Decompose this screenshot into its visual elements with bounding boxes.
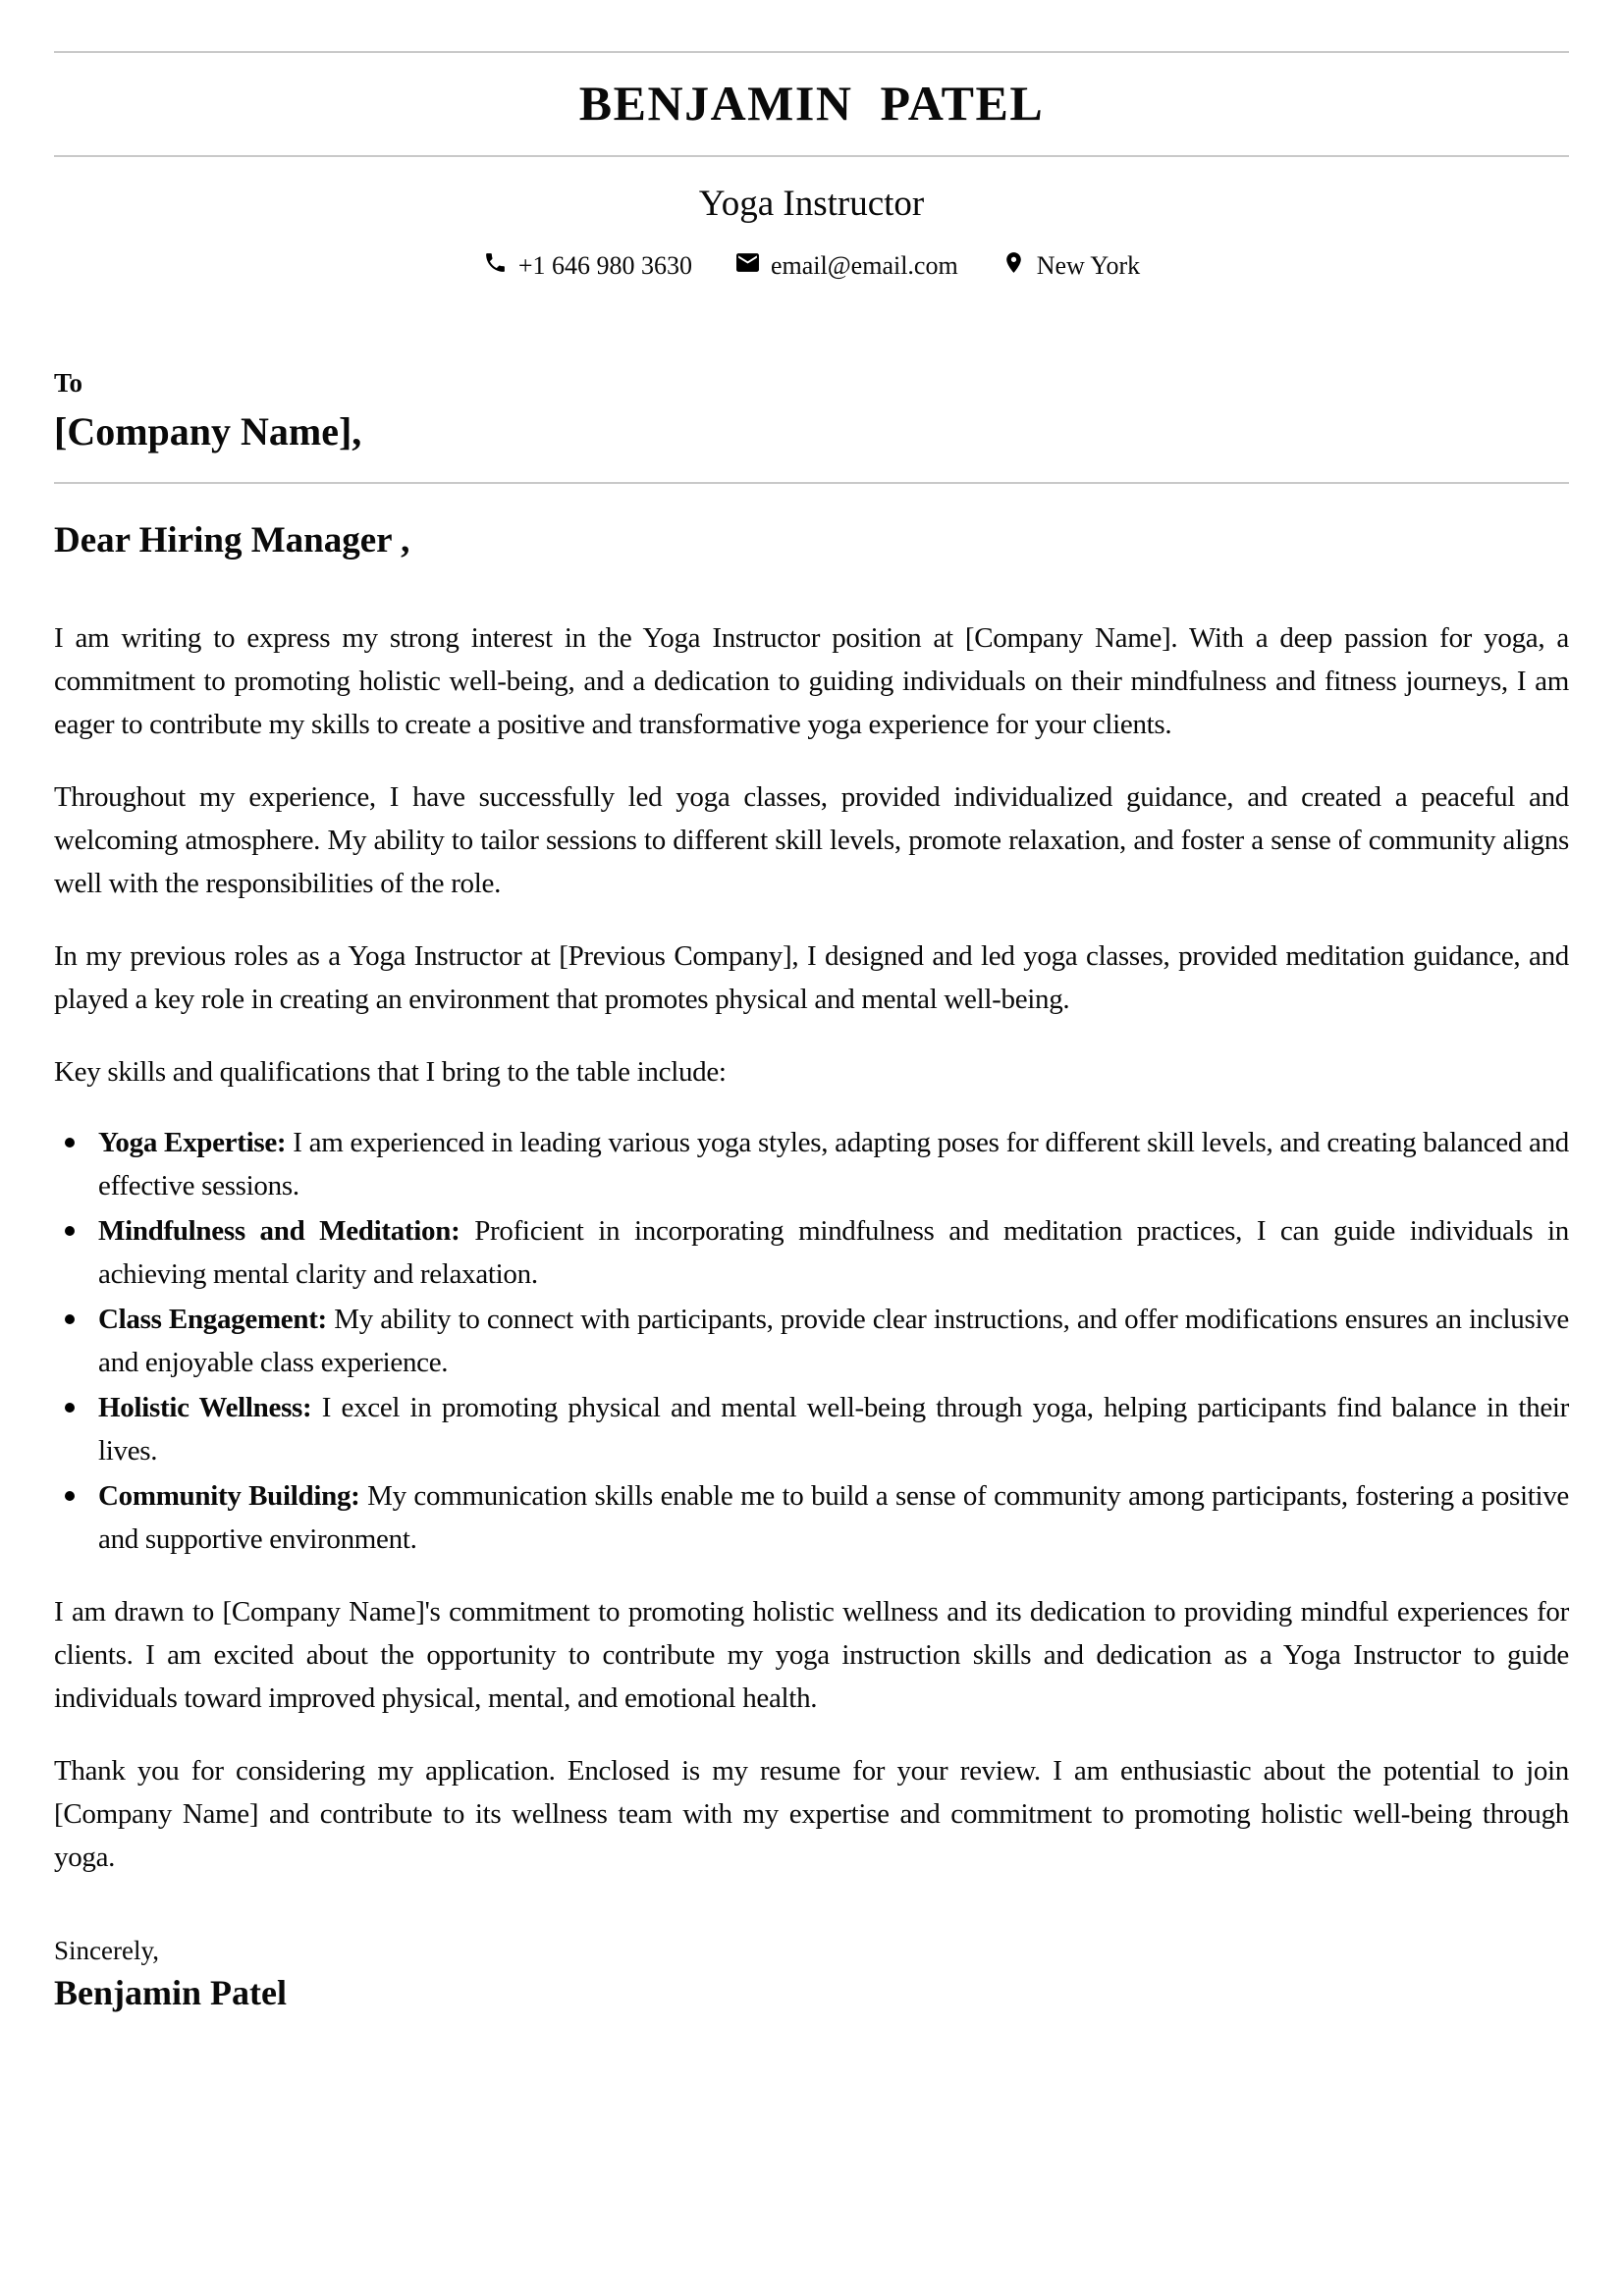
location-text: New York [1036,251,1141,280]
paragraph-thank-you: Thank you for considering my application. Enclosed is my resume for your review. I am enthusiastic about the potential to join [Company Name] and contribute to its wellness team with my expertise and commitment to promoting holistic well-being through yoga. [54,1755,1569,1873]
skill-title: Class Engagement: [98,1304,327,1335]
paragraph-previous-roles: In my previous roles as a Yoga Instructor at [Previous Company], I designed and led yoga classes, provided meditation guidance, and played a key role in creating an environment that promotes physical and mental well-being. [54,940,1569,1015]
skill-text: My ability to connect with participants, provide clear instructions, and offer modifications ensures an inclusive and enjoyable class experience. [98,1304,1569,1378]
job-title: Yoga Instructor [698,184,925,224]
bullet-icon [65,1314,75,1324]
candidate-name-heading: BENJAMIN PATEL [578,76,1045,131]
bullet-icon [65,1491,75,1501]
skill-item [98,1474,1569,1561]
skill-text: My communication skills enable me to build a sense of community among participants, fostering a positive and supportive environment. [98,1480,1569,1555]
contact-row [54,250,1569,282]
email-address: email@email.com [770,251,958,280]
skill-title: Yoga Expertise: [98,1127,287,1158]
letter-body [54,616,1569,1879]
cover-letter-page [0,51,1623,2296]
recipient-to-label: To [54,368,83,398]
paragraph-experience: Throughout my experience, I have successfully led yoga classes, provided individualized guidance, and created a peaceful and welcoming atmosphere. My ability to tailor sessions to different skill levels, promote relaxation, and foster a sense of community aligns well with the responsibilities of the role. [54,781,1569,899]
divider [54,155,1569,157]
bullet-icon [65,1226,75,1236]
phone-number: +1 646 980 3630 [517,251,692,280]
skill-item [98,1209,1569,1296]
signature-name: Benjamin Patel [54,1973,287,2012]
contact-location [1001,250,1140,282]
signature-closing: Sincerely, [54,1936,159,1965]
contact-email [735,250,958,282]
contact-phone [483,250,692,282]
skill-title: Community Building: [98,1480,360,1512]
phone-icon [483,250,508,282]
skill-item [98,1298,1569,1384]
bullet-icon [65,1138,75,1148]
envelope-icon [735,250,760,282]
divider [54,482,1569,484]
paragraph-drawn-to: I am drawn to [Company Name]'s commitment to promoting holistic wellness and its dedication to providing mindful experiences for clients. I am excited about the opportunity to contribute my yoga instruction skills and dedication as a Yoga Instructor to guide individuals toward improved physical, mental, and emotional health. [54,1596,1569,1714]
paragraph-intro: I am writing to express my strong interest in the Yoga Instructor position at [Company Name]. With a deep passion for yoga, a commitment to promoting holistic well-being, and a dedication to guiding individuals on their mindfulness and fitness journeys, I am eager to contribute my skills to create a positive and transformative yoga experience for your clients. [54,622,1569,740]
skill-title: Holistic Wellness: [98,1392,312,1423]
skill-item [98,1121,1569,1207]
recipient-company-name: [Company Name], [54,409,362,454]
skill-text: Proficient in incorporating mindfulness and meditation practices, I can guide individuals in achieving mental clarity and relaxation. [98,1215,1569,1290]
bullet-icon [65,1403,75,1413]
skills-list [54,1121,1569,1561]
location-pin-icon [1001,250,1026,282]
skill-text: I excel in promoting physical and mental well-being through yoga, helping participants find balance in their lives. [98,1392,1570,1467]
skill-text: I am experienced in leading various yoga styles, adapting poses for different skill levels, and creating balanced and effective sessions. [98,1127,1569,1201]
skill-title: Mindfulness and Meditation: [98,1215,460,1247]
skill-item [98,1386,1569,1472]
salutation: Dear Hiring Manager , [54,520,410,561]
skills-intro: Key skills and qualifications that I bring to the table include: [54,1056,727,1088]
